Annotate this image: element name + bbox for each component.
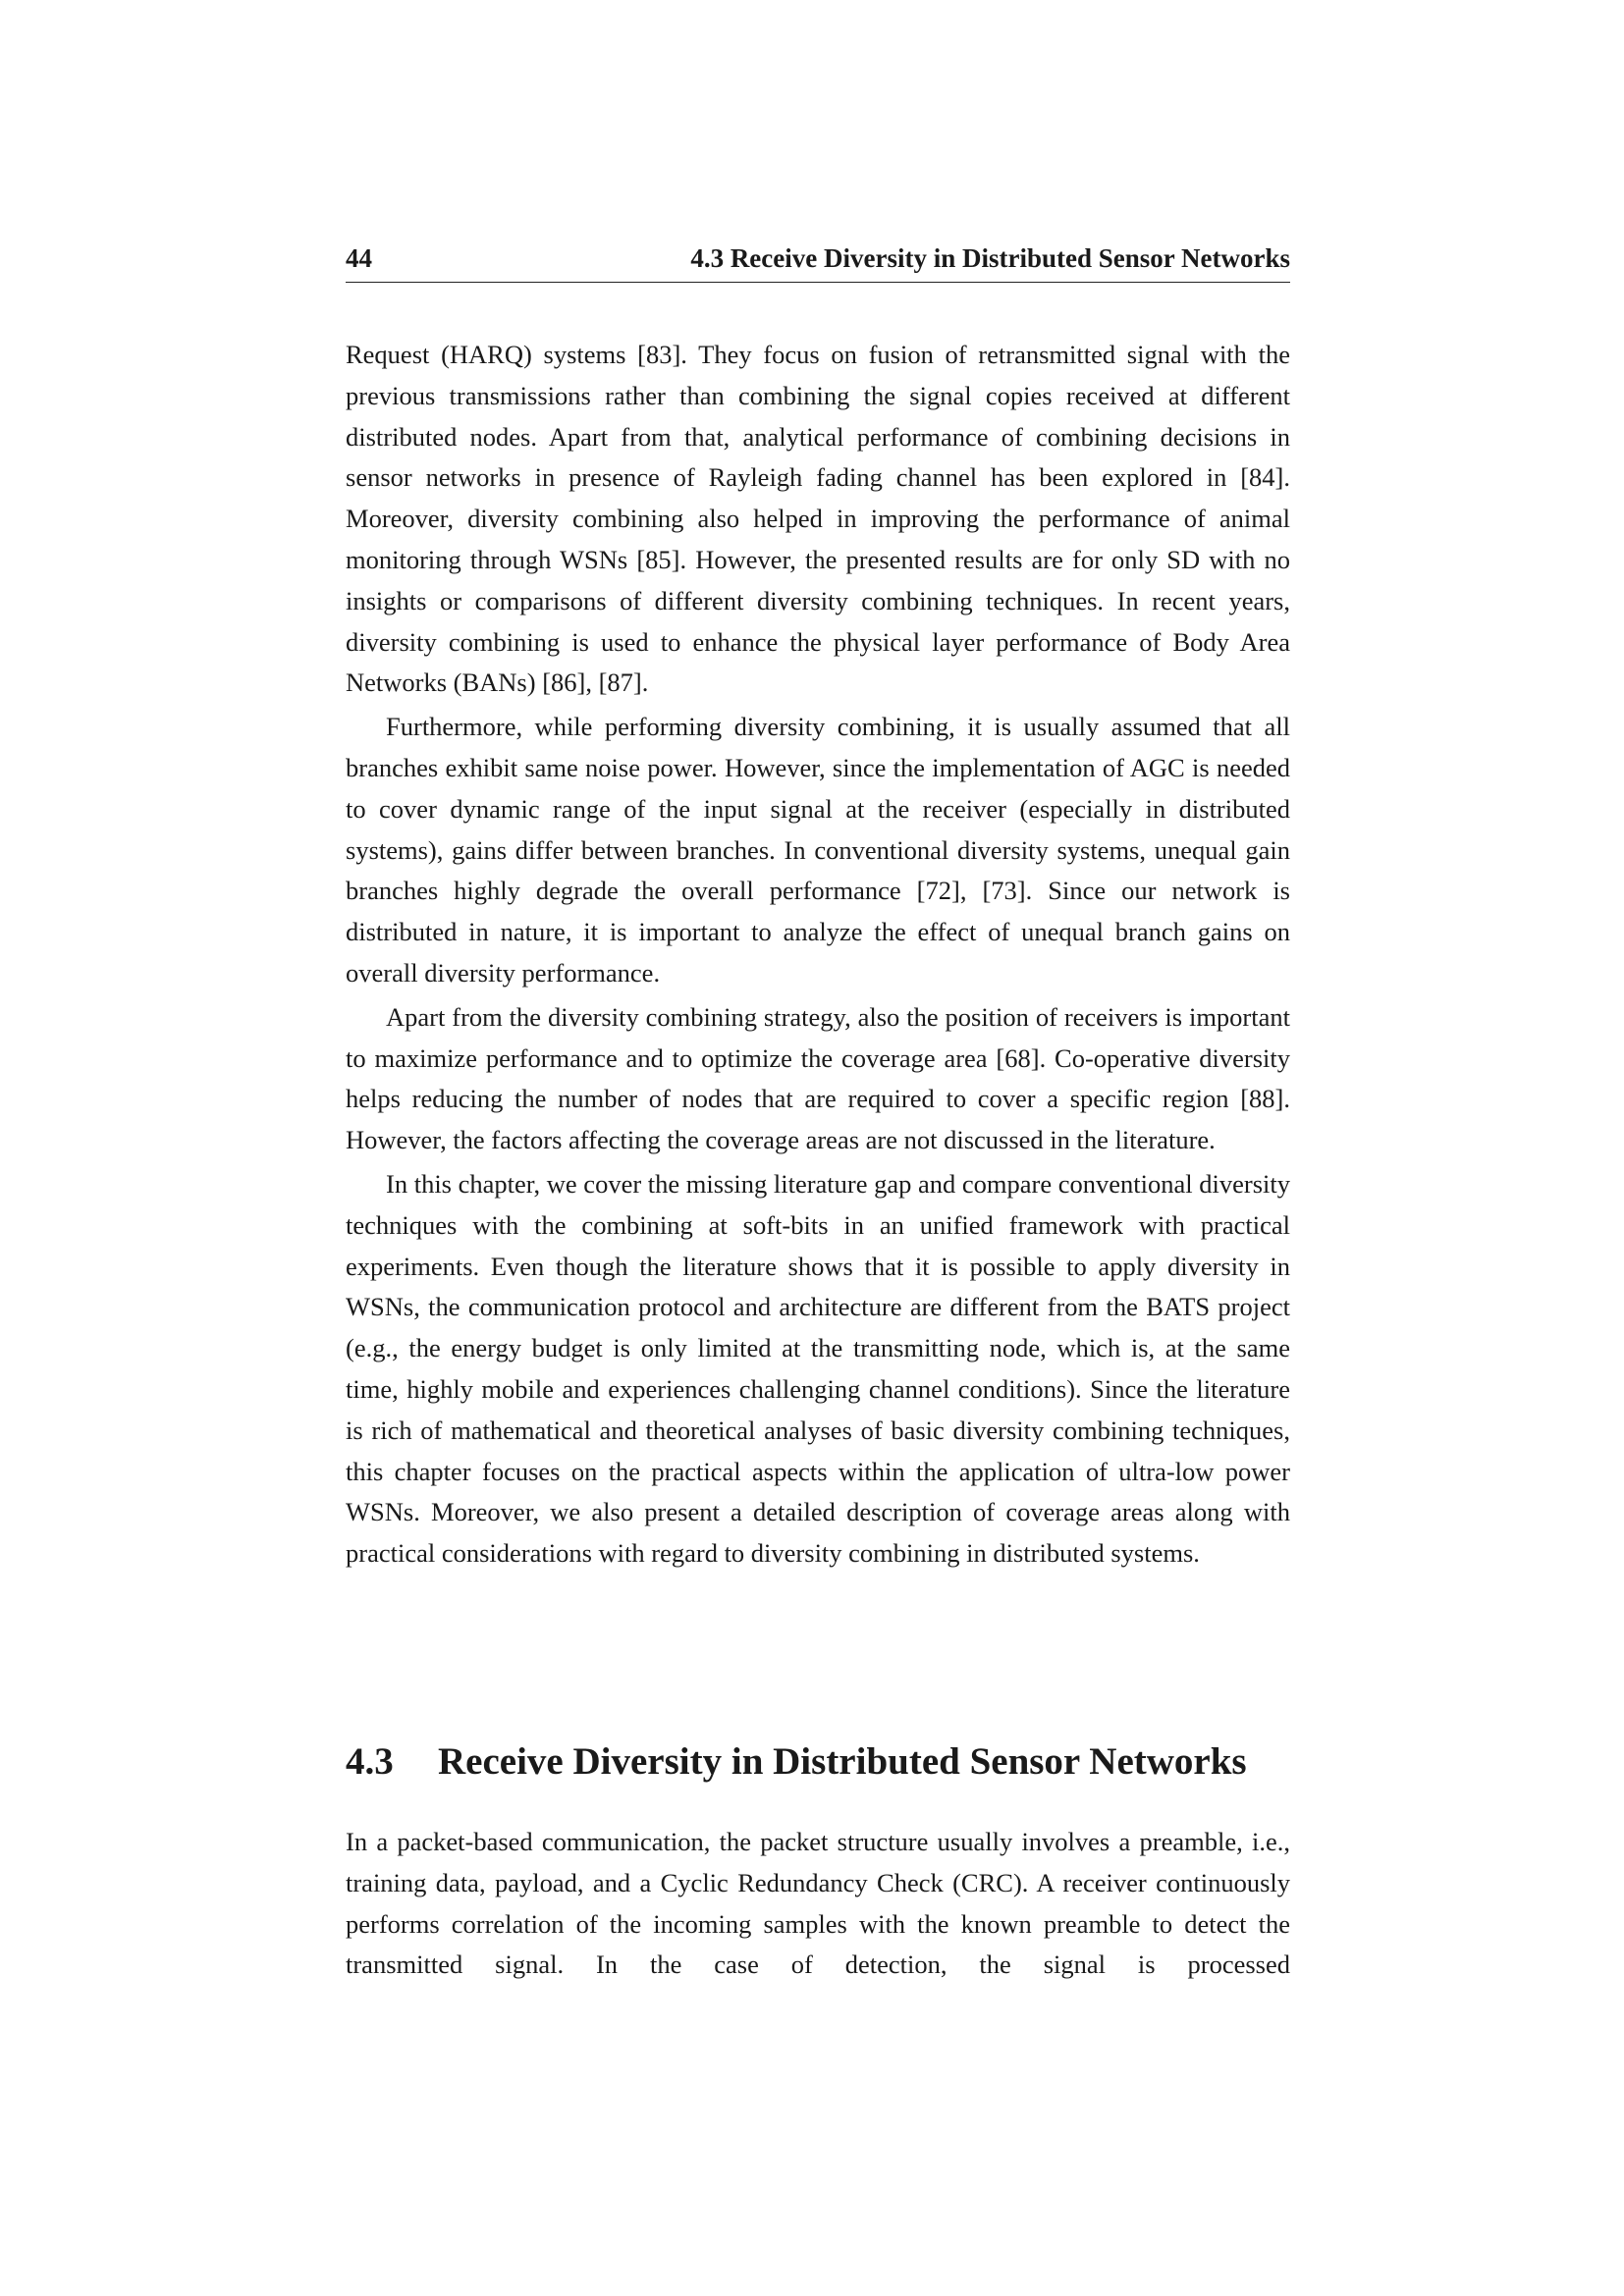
paragraph: Furthermore, while performing diversity combining, it is usually assumed that all branches exhibit same noise power. However, since the implementation of AGC is needed to cover dynamic range of the input signal at the receiver (especially in distributed systems), gains differ between branches. In conventional diversity systems, unequal gain branches highly degrade the overall performance [72], [73]. Since our network is distributed in nature, it is important to analyze the effect of unequal branch gains on overall diversity performance. bbox=[346, 712, 1290, 988]
section-heading bbox=[346, 1739, 1290, 1784]
section-number: 4.3 bbox=[346, 1740, 394, 1783]
paragraph: Apart from the diversity combining strategy, also the position of receivers is important to maximize performance and to optimize the coverage area [68]. Co-operative diversity helps reducing the number of nodes that are required to cover a specific region [88]. However, the factors affecting the coverage areas are not discussed in the literature. bbox=[346, 1001, 1290, 1155]
paragraph: In a packet-based communication, the packet structure usually involves a preamble, i.e., training data, payload, and a Cyclic Redundancy Check (CRC). A receiver continuously performs correlation of the incoming samples with the known preamble to detect the transmitted signal. In the case of detection, the signal is processed bbox=[346, 1827, 1290, 1980]
page-number: 44 bbox=[346, 243, 372, 273]
paragraph: Request (HARQ) systems [83]. They focus on fusion of retransmitted signal with the previous transmissions rather than combining the signal copies received at different distributed nodes. Apart from that, analytical performance of combining decisions in sensor networks in presence of Rayleigh fading channel has been explored in [84]. Moreover, diversity combining also helped in improving the performance of animal monitoring through WSNs [85]. However, the presented results are for only SD with no insights or comparisons of different diversity combining techniques. In recent years, diversity combining is used to enhance the physical layer performance of Body Area Networks (BANs) [86], [87]. bbox=[346, 340, 1290, 698]
body-text bbox=[346, 335, 1290, 1575]
section-title: Receive Diversity in Distributed Sensor Networks bbox=[438, 1740, 1247, 1783]
section-body-text bbox=[346, 1822, 1290, 1986]
page-header bbox=[346, 239, 1290, 283]
paragraph: In this chapter, we cover the missing literature gap and compare conventional diversity techniques with the combining at soft-bits in an unified framework with practical experiments. Even though the literature shows that it is possible to apply diversity in WSNs, the communication protocol and architecture are different from the BATS project (e.g., the energy budget is only limited at the transmitting node, which is, at the same time, highly mobile and experiences challenging channel conditions). Since the literature is rich of mathematical and theoretical analyses of basic diversity combining techniques, this chapter focuses on the practical aspects within the application of ultra-low power WSNs. Moreover, we also present a detailed description of coverage areas along with practical considerations with regard to diversity combining in distributed systems. bbox=[346, 1168, 1290, 1569]
running-title: 4.3 Receive Diversity in Distributed Sensor Networks bbox=[690, 243, 1290, 273]
